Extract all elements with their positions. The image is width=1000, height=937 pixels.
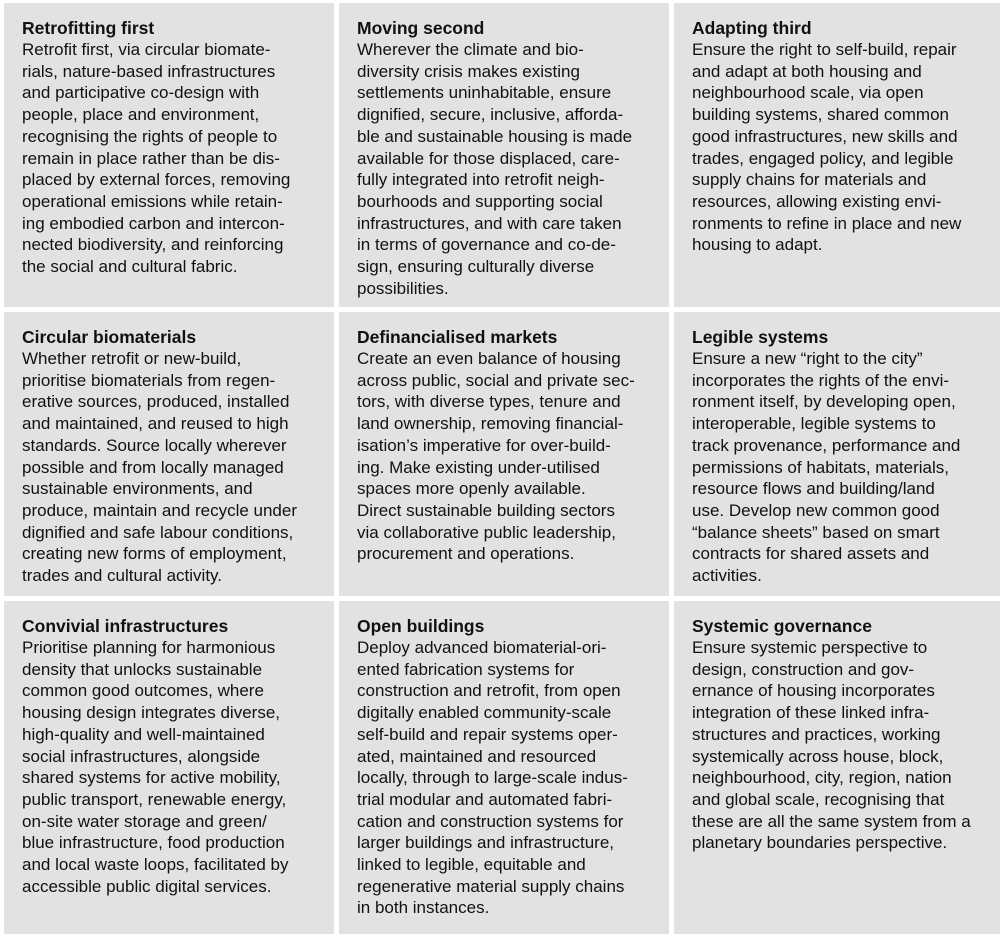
cell-open-buildings [339, 601, 669, 934]
cell-body: Whether retrofit or new-build, prioritise biomaterials from regen- erative sources, produced, installed and maintained, and reused to high standards. Source locally wherever possible and from locally managed sustainable environments, and produce, maintain and recycle under dignified and safe labour conditions, creating new forms of employment, trades and cultural activity. [22, 349, 297, 586]
cell-title: Adapting third [692, 18, 812, 38]
cell-retrofitting-first [4, 3, 334, 307]
cell-adapting-third [674, 3, 1000, 307]
cell-moving-second [339, 3, 669, 307]
cell-title: Moving second [357, 18, 485, 38]
cell-definancialised-markets [339, 312, 669, 596]
cell-body: Prioritise planning for harmonious density that unlocks sustainable common good outcomes, where housing design integrates diverse, high-quality and well-maintained social infrastructures, alongside shared systems for active mobility, public transport, renewable energy, on-site water storage and green/ blue infrastructure, food production and local waste loops, facilitated by accessible public digital services. [22, 638, 289, 896]
cell-title: Convivial infrastructures [22, 616, 229, 636]
cell-body: Retrofit first, via circular biomate- rials, nature-based infrastructures and participative co-design with people, place and environment, recognising the rights of people to remain in place rather than be dis- placed by external forces, removing operational emissions while retain- ing embodied carbon and intercon- nected biodiversity, and reinforcing the social and cultural fabric. [22, 40, 291, 277]
cell-convivial-infrastructures [4, 601, 334, 934]
cell-systemic-governance [674, 601, 1000, 934]
cell-title: Circular biomaterials [22, 327, 197, 347]
cell-legible-systems [674, 312, 1000, 596]
cell-body: Create an even balance of housing across public, social and private sec- tors, with diverse types, tenure and land ownership, removing financial- isation’s imperative for over-build- ing. Make existing under-utilised spaces more openly available. Direct sustainable building sectors via collaborative public leadership, procurement and operations. [357, 349, 635, 564]
cell-title: Retrofitting first [22, 18, 155, 38]
cell-title: Open buildings [357, 616, 485, 636]
cell-body: Ensure systemic perspective to design, construction and gov- ernance of housing incorporates integration of these linked infra- structures and practices, working systemically across house, block, neighbourhood, city, region, nation and global scale, recognising that these are all the same system from a planetary boundaries perspective. [692, 638, 971, 853]
cell-body: Deploy advanced biomaterial-ori- ented fabrication systems for construction and retrofit, from open digitally enabled community-scale self-build and repair systems oper- ated, maintained and resourced locally, through to large-scale indus- trial modular and automated fabri- cation and construction systems for larger buildings and infrastructure, linked to legible, equitable and regenerative material supply chains in both instances. [357, 638, 628, 918]
cell-circular-biomaterials [4, 312, 334, 596]
cell-title: Legible systems [692, 327, 829, 347]
cell-body: Ensure the right to self-build, repair and adapt at both housing and neighbourhood scale, via open building systems, shared common good infrastructures, new skills and trades, engaged policy, and legible supply chains for materials and resources, allowing existing envi- ronments to refine in place and new housing to adapt. [692, 40, 962, 255]
cell-title: Definancialised markets [357, 327, 558, 347]
cell-body: Ensure a new “right to the city” incorporates the rights of the envi- ronment itself, by developing open, interoperable, legible systems to track provenance, performance and permissions of habitats, materials, resource flows and building/land use. Develop new common good “balance sheets” based on smart contracts for shared assets and activities. [692, 349, 961, 586]
cell-title: Systemic governance [692, 616, 872, 636]
cell-body: Wherever the climate and bio- diversity crisis makes existing settlements uninhabitable, ensure dignified, secure, inclusive, afforda- ble and sustainable housing is made available for those displaced, care- fully integrated into retrofit neigh- bourhoods and supporting social infrastructures, and with care taken in terms of governance and co-de- sign, ensuring culturally diverse possibilities. [357, 40, 633, 298]
